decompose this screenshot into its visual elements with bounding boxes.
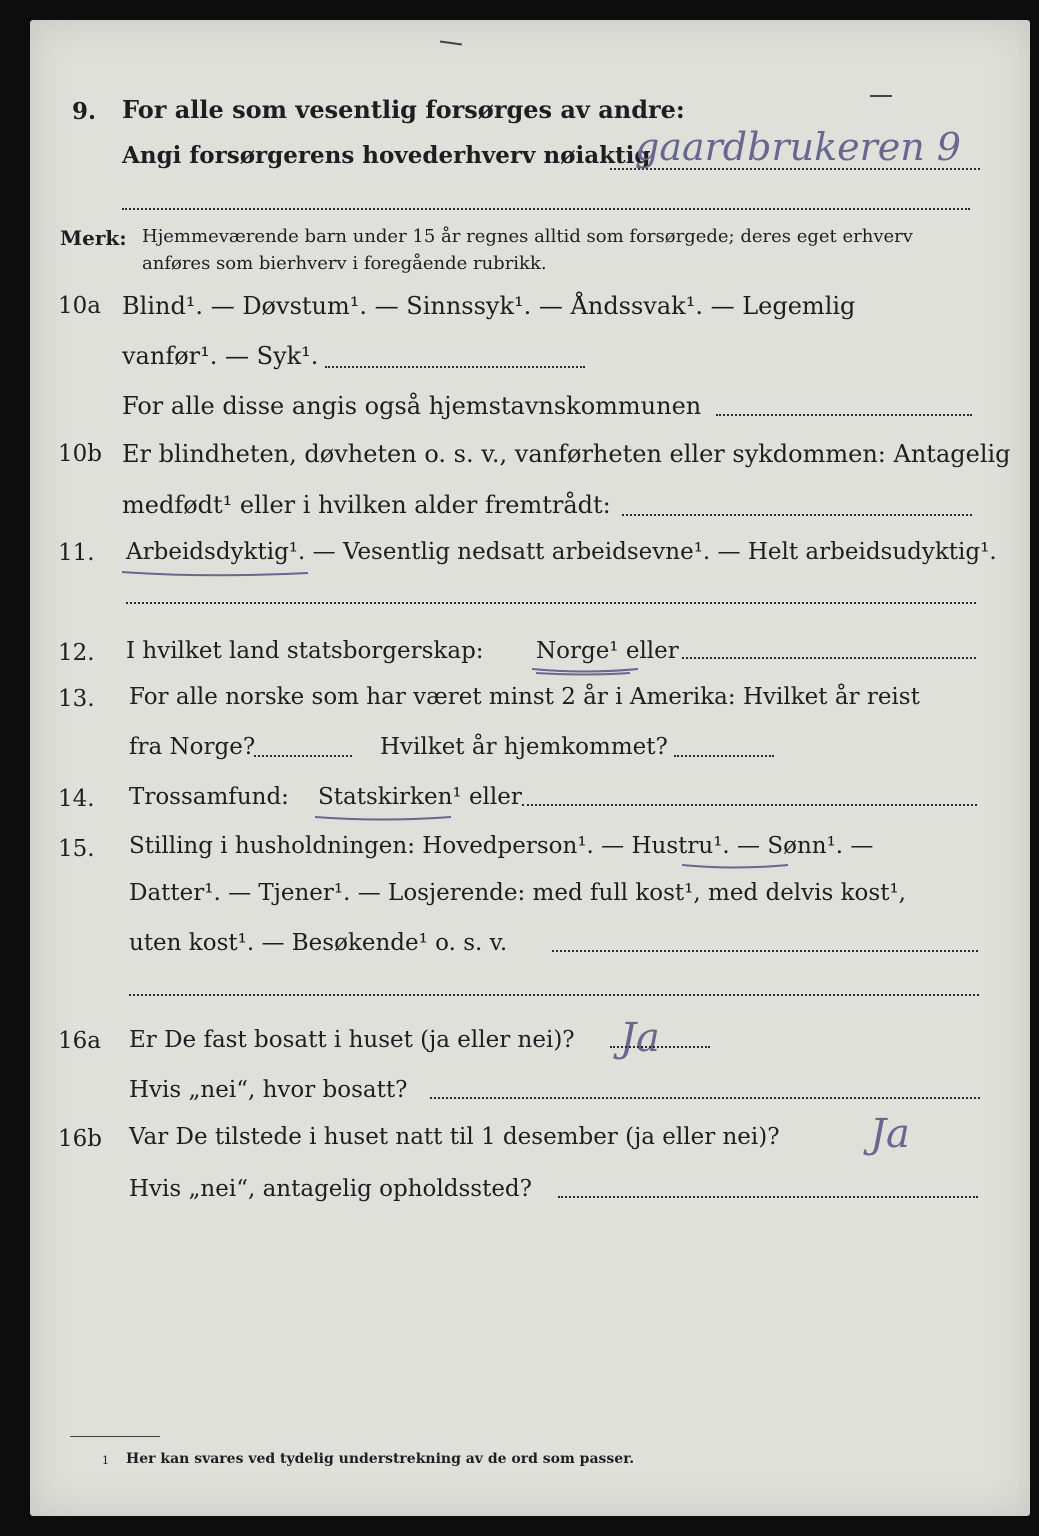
stray-mark [440, 40, 462, 45]
q12-answer-line [682, 657, 976, 659]
q10a-number: 10a [58, 293, 101, 319]
q12-line1a: I hvilket land statsborgerskap: [126, 638, 484, 664]
q16b-opholdssted-line [558, 1196, 978, 1198]
q14-answer-line [522, 804, 977, 806]
q16a-answer[interactable]: Ja [620, 1015, 660, 1061]
q15-pencil-underline [680, 861, 790, 871]
q16a-bosatt-line [430, 1097, 980, 1099]
q14-line1a: Trossamfund: [129, 784, 289, 810]
q15-answer-line [552, 950, 978, 952]
q16a-line2: Hvis „nei“, hvor bosatt? [129, 1077, 408, 1103]
q11-line1: Arbeidsdyktig¹. — Vesentlig nedsatt arbeidsevne¹. — Helt arbeidsudyktig¹. [126, 539, 997, 565]
q11-extra-line [126, 602, 976, 604]
q15-line2: Datter¹. — Tjener¹. — Losjerende: med full kost¹, med delvis kost¹, [129, 880, 906, 906]
q16b-number: 16b [58, 1126, 102, 1152]
q13-hjemkommet-line [674, 755, 774, 757]
q15-line3: uten kost¹. — Besøkende¹ o. s. v. [129, 930, 508, 956]
q10a-line2: vanfør¹. — Syk¹. [122, 342, 319, 370]
q14-number: 14. [58, 786, 95, 812]
q10a-hjemstavn-line [716, 414, 972, 416]
q11-pencil-underline [120, 568, 310, 578]
q13-line1: For alle norske som har været minst 2 år i Amerika: Hvilket år reist [129, 684, 920, 710]
q16b-line2: Hvis „nei“, antagelig opholdssted? [129, 1176, 532, 1202]
q14-pencil-underline [313, 813, 453, 823]
q13-reist-line [254, 755, 352, 757]
q16b-answer[interactable]: Ja [870, 1111, 910, 1157]
q13-number: 13. [58, 686, 95, 712]
q9-answer[interactable]: gaardbrukeren 9 [635, 125, 961, 169]
merk-line1: Hjemmeværende barn under 15 år regnes alltid som forsørgede; deres eget erhverv [142, 226, 913, 247]
q10b-line1: Er blindheten, døvheten o. s. v., vanførheten eller sykdommen: Antagelig [122, 440, 1011, 468]
q13-line2b: Hvilket år hjemkommet? [380, 734, 668, 760]
q11-number: 11. [58, 540, 95, 566]
q10a-syk-line [325, 366, 585, 368]
footnote-text: Her kan svares ved tydelig understrekning av de ord som passer. [126, 1451, 635, 1467]
q14-line1b: Statskirken¹ eller [318, 784, 522, 810]
q10b-number: 10b [58, 441, 102, 467]
q9-line2: Angi forsørgerens hovederhverv nøiaktig [122, 142, 651, 169]
q16a-answer-line [610, 1046, 710, 1048]
footnote-rule [70, 1436, 160, 1437]
q10a-line1: Blind¹. — Døvstum¹. — Sinnssyk¹. — Åndssvak¹. — Legemlig [122, 292, 856, 320]
q16b-line1: Var De tilstede i huset natt til 1 desember (ja eller nei)? [129, 1124, 780, 1150]
q10a-line3: For alle disse angis også hjemstavnskommunen [122, 392, 702, 420]
q12-line1b: Norge¹ eller [536, 638, 679, 664]
q9-extra-line [122, 208, 970, 210]
q15-line1: Stilling i husholdningen: Hovedperson¹. — Hustru¹. — Sønn¹. — [129, 833, 874, 859]
q12-pencil-underline [530, 666, 640, 676]
merk-label: Merk: [60, 226, 127, 250]
q10b-answer-line [622, 514, 972, 516]
q13-line2a: fra Norge? [129, 734, 256, 760]
census-form-page [30, 20, 1030, 1516]
q12-number: 12. [58, 640, 95, 666]
footnote-mark: 1 [102, 1454, 109, 1467]
q9-number: 9. [72, 98, 97, 125]
q16a-number: 16a [58, 1028, 101, 1054]
q15-number: 15. [58, 836, 95, 862]
q15-extra-line [129, 994, 979, 996]
q9-line1: For alle som vesentlig forsørges av andre: [122, 95, 685, 124]
stray-mark [870, 95, 892, 97]
q10b-line2: medfødt¹ eller i hvilken alder fremtrådt: [122, 491, 611, 519]
q16a-line1: Er De fast bosatt i huset (ja eller nei)? [129, 1027, 575, 1053]
merk-line2: anføres som bierhverv i foregående rubrikk. [142, 253, 547, 274]
